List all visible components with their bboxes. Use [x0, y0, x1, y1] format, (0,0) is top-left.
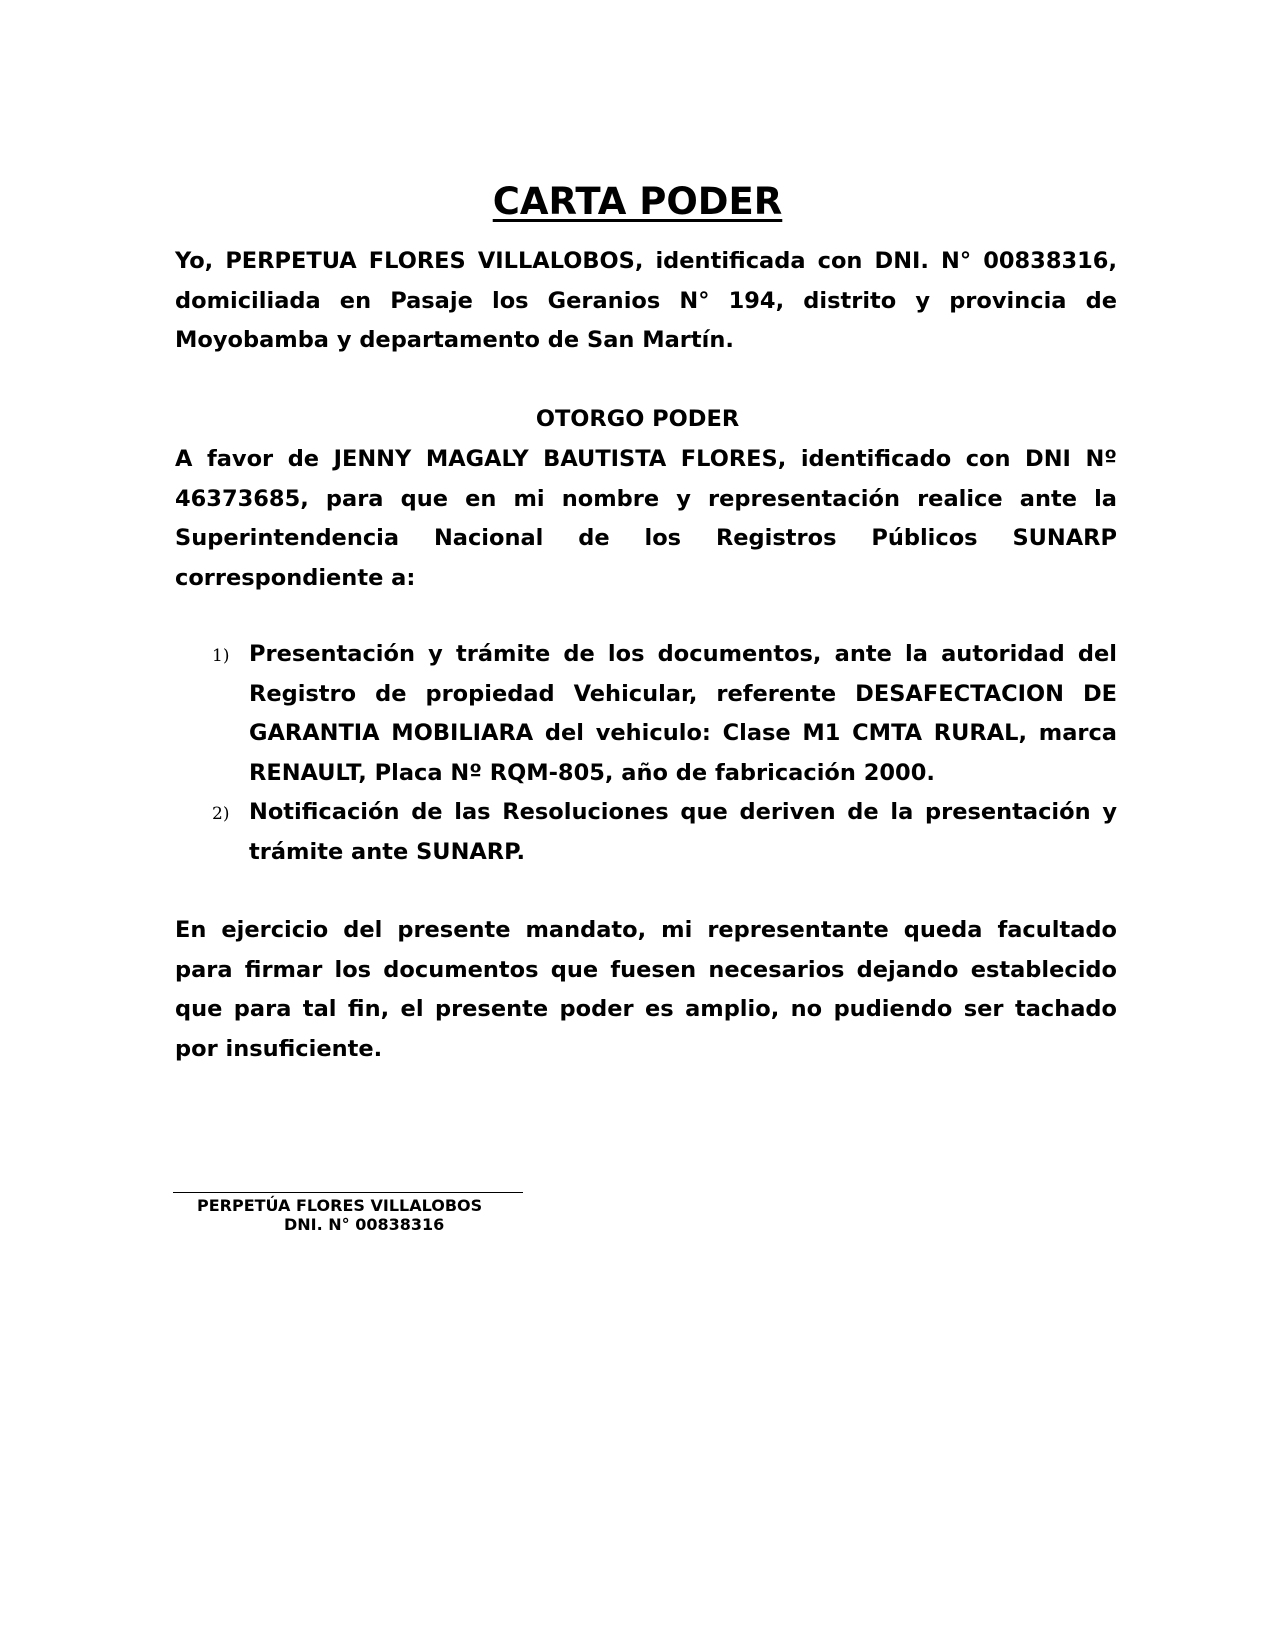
- section-subtitle: OTORGO PODER: [535, 406, 740, 432]
- list-item-text: Notificación de las Resoluciones que deriven de la presentación y trámite ante SUNARP.: [249, 799, 1117, 865]
- intro-paragraph: Yo, PERPETUA FLORES VILLALOBOS, identificada con DNI. N° 00838316, domiciliada en Pasaje los Geranios N° 194, distrito y provincia de Moyobamba y departamento de San Martín.: [175, 248, 1117, 353]
- list-item-text: Presentación y trámite de los documentos, ante la autoridad del Registro de propiedad Vehicular, referente DESAFECTACION DE GARANTIA MOBILIARA del vehiculo: Clase M1 CMTA RURAL, marca RENAULT, Placa Nº RQM-805, año de fabricación 2000.: [249, 641, 1117, 786]
- list-item-number: 1): [212, 646, 230, 666]
- signature-dni: DNI. N° 00838316: [284, 1215, 445, 1234]
- list-item: [175, 793, 1117, 872]
- list-item-number: 2): [212, 804, 230, 824]
- document-title: CARTA PODER: [492, 180, 783, 223]
- closing-paragraph: En ejercicio del presente mandato, mi representante queda facultado para firmar los documentos que fuesen necesarios dejando establecido que para tal fin, el presente poder es amplio, no pudiendo ser tachado por insuficiente.: [175, 917, 1117, 1062]
- signature-line: [173, 1192, 523, 1193]
- favor-paragraph: A favor de JENNY MAGALY BAUTISTA FLORES, identificado con DNI Nº 46373685, para que en mi nombre y representación realice ante la Superintendencia Nacional de los Registros Públicos SUNARP correspondiente a:: [175, 446, 1117, 591]
- signature-name: PERPETÚA FLORES VILLALOBOS: [197, 1196, 483, 1215]
- list-item: [175, 635, 1117, 793]
- powers-list: [175, 635, 1117, 872]
